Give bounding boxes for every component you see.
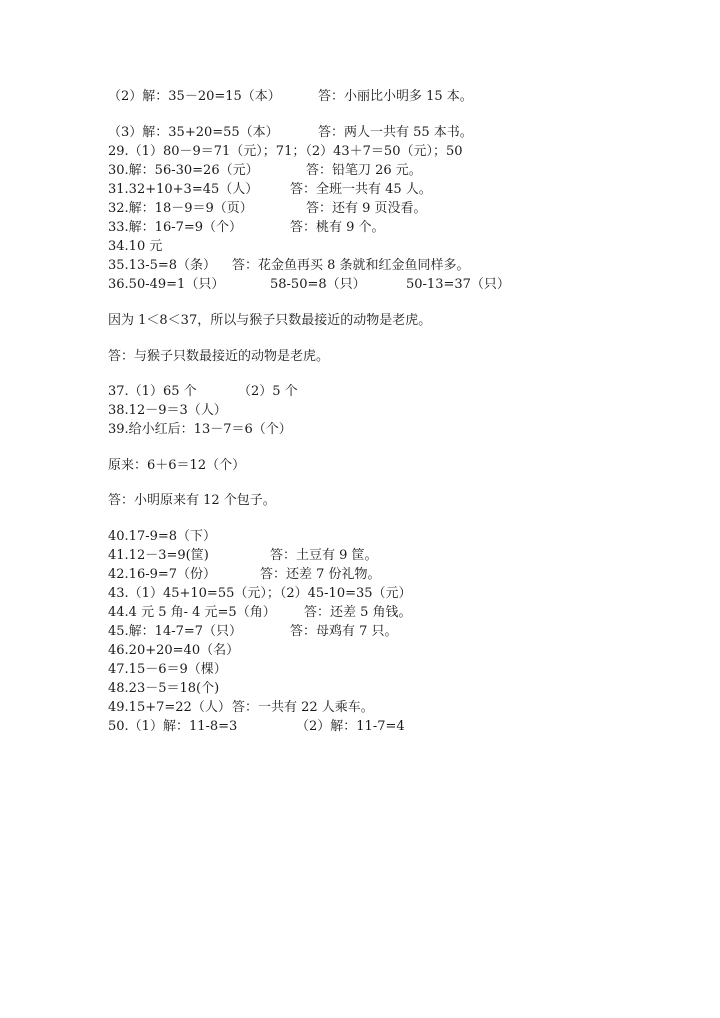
line-text: 答：小明原来有 12 个包子。 (108, 493, 276, 508)
line-answer: 答：全班一共有 45 人。 (290, 182, 432, 197)
line-text: 答：与猴子只数最接近的动物是老虎。 (108, 349, 330, 364)
answer-line (108, 144, 463, 160)
line-equation: 35.13-5=8（条） (108, 258, 217, 273)
line-equation: 31.32+10+3=45（人） (108, 182, 259, 197)
answer-line (108, 605, 412, 621)
line-answer: 答：桃有 9 个。 (290, 220, 385, 235)
line-equation: （3）解：35+20=55（本） (108, 125, 279, 140)
answer-line (108, 182, 432, 198)
answer-line (108, 567, 381, 583)
line-equation: 38.12－9＝3（人） (108, 403, 227, 418)
line-equation: 48.23－5＝18(个) (108, 681, 220, 696)
answer-line (108, 403, 227, 419)
answer-line (108, 313, 431, 329)
answer-line (108, 349, 329, 365)
line-equation: 42.16-9=7（份） (108, 567, 217, 582)
answer-line (108, 258, 470, 274)
answer-line (108, 163, 422, 179)
line-answer: 答：土豆有 9 筐。 (270, 548, 378, 563)
line-answer: 答：铅笔刀 26 元。 (306, 163, 422, 178)
answer-line (108, 239, 162, 255)
line-answer: 答：两人一共有 55 本书。 (318, 125, 473, 140)
line-equation: 原来：6＋6＝12（个） (108, 458, 246, 473)
answer-line (108, 548, 378, 564)
line-equation: 37.（1）65 个 (108, 384, 197, 399)
line-equation: 34.10 元 (108, 239, 163, 254)
line-answer: 答：母鸡有 7 只。 (290, 624, 398, 639)
line-equation: 32.解：18－9＝9（页） (108, 201, 253, 216)
answer-line (108, 220, 385, 236)
line-equation: （2）解：35－20=15（本） (108, 89, 281, 104)
line-equation-2: （2）解：11-7=4 (296, 719, 405, 734)
line-equation: 43.（1）45+10=55（元）；（2）45-10=35（元） (108, 586, 412, 601)
answer-line (108, 624, 398, 640)
line-answer: 答：一共有 22 人乘车。 (232, 700, 374, 715)
line-equation: 33.解：16-7=9（个） (108, 220, 243, 235)
line-answer: 答：还差 5 角钱。 (304, 605, 412, 620)
answer-line (108, 422, 292, 438)
answer-line (108, 458, 245, 474)
answer-line (108, 201, 427, 217)
answer-line (108, 700, 374, 716)
line-answer: 答：花金鱼再买 8 条就和红金鱼同样多。 (232, 258, 470, 273)
line-answer: 答：小丽比小明多 15 本。 (318, 89, 473, 104)
line-equation: 44.4 元 5 角- 4 元=5（角） (108, 605, 276, 620)
answer-line (108, 643, 239, 659)
answer-line (108, 586, 412, 602)
answer-line (108, 681, 219, 697)
line-equation: 50.（1）解：11-8=3 (108, 719, 238, 734)
answer-line (108, 529, 216, 545)
line-equation: 29.（1）80－9＝71（元）；71；（2）43＋7＝50（元）；50 (108, 144, 463, 159)
line-equation-2: （2）5 个 (238, 384, 298, 399)
answer-line (108, 277, 510, 293)
line-answer: 答：还差 7 份礼物。 (260, 567, 381, 582)
answer-line (108, 125, 473, 141)
answer-line (108, 493, 276, 509)
line-equation: 36.50-49=1（只） (108, 277, 225, 292)
answer-line (108, 384, 298, 400)
line-equation-3: 50-13=37（只） (406, 277, 510, 292)
line-equation: 30.解：56-30=26（元） (108, 163, 259, 178)
line-equation-2: 58-50=8（只） (270, 277, 366, 292)
line-equation: 47.15－6＝9（棵） (108, 662, 227, 677)
answer-line (108, 89, 473, 105)
answer-line (108, 719, 405, 735)
line-text: 因为 1＜8＜37，所以与猴子只数最接近的动物是老虎。 (108, 313, 432, 328)
line-answer: 答：还有 9 页没看。 (306, 201, 427, 216)
line-equation: 40.17-9=8（下） (108, 529, 217, 544)
answer-line (108, 662, 227, 678)
line-equation: 46.20+20=40（名） (108, 643, 240, 658)
line-equation: 39.给小红后：13－7＝6（个） (108, 422, 292, 437)
line-equation: 45.解：14-7=7（只） (108, 624, 243, 639)
line-equation: 49.15+7=22（人） (108, 700, 231, 715)
line-equation: 41.12－3=9(筐) (108, 548, 209, 563)
